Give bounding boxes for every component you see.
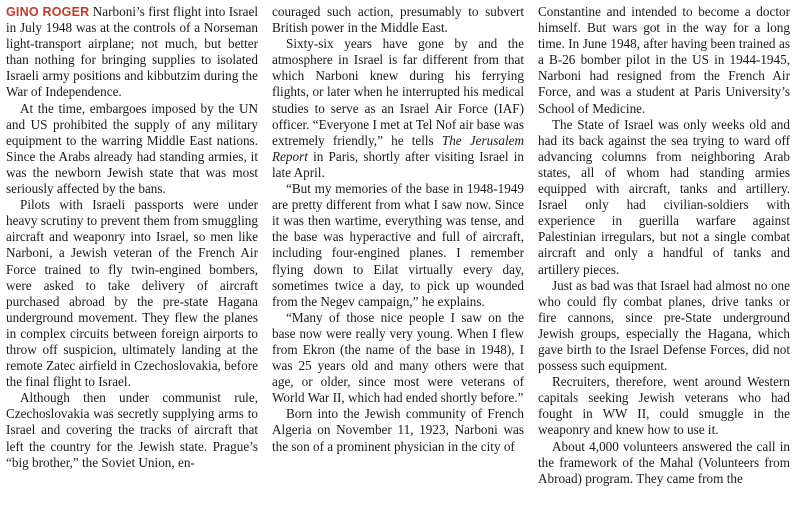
- column-1: [6, 4, 258, 508]
- column-2: [272, 4, 524, 508]
- byline: GINO ROGER: [6, 5, 90, 19]
- paragraph: The State of Israel was only weeks old and had its back against the sea trying to ward off advancing columns from neighboring Arab states, all of whom had standing armies equipped with aircraft, tanks and artillery. Israel only had civilian-soldiers with experience in guerilla warfare against Palestinian irregulars, but not a single combat aircraft and only a handful of tanks and artillery pieces.: [538, 116, 790, 277]
- paragraph: Just as bad was that Israel had almost no one who could fly combat planes, drive tanks or fire cannons, since pre-State underground Jewish groups, especially the Hagana, which gave birth to the Israel Defense Forces, did not possess such equipment.: [538, 277, 790, 374]
- paragraph: About 4,000 volunteers answered the call in the framework of the Mahal (Volunteers from Abroad) program. They came from the: [538, 438, 790, 486]
- paragraph: At the time, embargoes imposed by the UN and US prohibited the supply of any military equipment to the warring Middle East nations. Since the Arabs already had standing armies, it was the newborn Jewish state that was most seriously affected by the bans.: [6, 100, 258, 197]
- paragraph: Born into the Jewish community of French Algeria on November 11, 1923, Narboni was the son of a prominent physician in the city of: [272, 406, 524, 454]
- paragraph: Although then under communist rule, Czechoslovakia was secretly supplying arms to Israel and covering the tracks of aircraft that left the country for the Jewish state. Prague’s “big brother,” the Soviet Union, en-: [6, 390, 258, 470]
- paragraph: “Many of those nice people I saw on the base now were really very young. When I flew from Ekron (the name of the base in 1948), I was 25 years old and many others were that age, or older, since most were veterans of World War II, which had ended shortly before.”: [272, 309, 524, 406]
- paragraph: Constantine and intended to become a doctor himself. But wars got in the way for a long time. In June 1948, after having been trained as a B-26 bomber pilot in the US in 1944-1945, Narboni had resigned from the French Air Force, and was a student at Paris University’s School of Medicine.: [538, 4, 790, 116]
- paragraph-text: Narboni’s first flight into Israel in July 1948 was at the controls of a Norseman light-transport airplane; not much, but better than nothing for bringing supplies to isolated Israeli army positions and kibbutzim during the War of Independence.: [6, 4, 258, 100]
- paragraph: couraged such action, presumably to subvert British power in the Middle East.: [272, 4, 524, 36]
- column-3: [538, 4, 790, 508]
- paragraph: Pilots with Israeli passports were under heavy scrutiny to prevent them from smuggling aircraft and weaponry into Israel, so men like Narboni, a Jewish veteran of the French Air Force trained to fly twin-engined bombers, were asked to take delivery of aircraft purchased abroad by the pre-state Hagana underground movement. They flew the planes in complex circuits between foreign airports to throw off suspicion, ultimately landing at the remote Zatec airfield in Czechoslovakia, before the final flight to Israel.: [6, 197, 258, 390]
- paragraph: [272, 36, 524, 181]
- publication-name: The Jerusalem Report: [272, 132, 524, 164]
- paragraph: Recruiters, therefore, went around Western capitals seeking Jewish veterans who had fought in WW II, could smuggle in the weaponry and knew how to use it.: [538, 374, 790, 438]
- paragraph-text: in Paris, shortly after visiting Israel in late April.: [272, 148, 524, 180]
- paragraph: “But my memories of the base in 1948-1949 are pretty different from what I saw now. Since it was then wartime, everything was tense, and the base was hyperactive and full of aircraft, including four-engined planes. I remember flying down to Eilat virtually every day, sometimes twice a day, to pick up wounded from the Negev campaign,” he explains.: [272, 181, 524, 309]
- paragraph: [6, 4, 258, 101]
- paragraph-text: Sixty-six years have gone by and the atmosphere in Israel is far different from that which Narboni knew during his ferrying flights, or later when he interrupted his medical studies to serve as an Israel Air Force (IAF) officer. “Everyone I met at Tel Nof air base was extremely friendly,” he tells: [272, 36, 524, 148]
